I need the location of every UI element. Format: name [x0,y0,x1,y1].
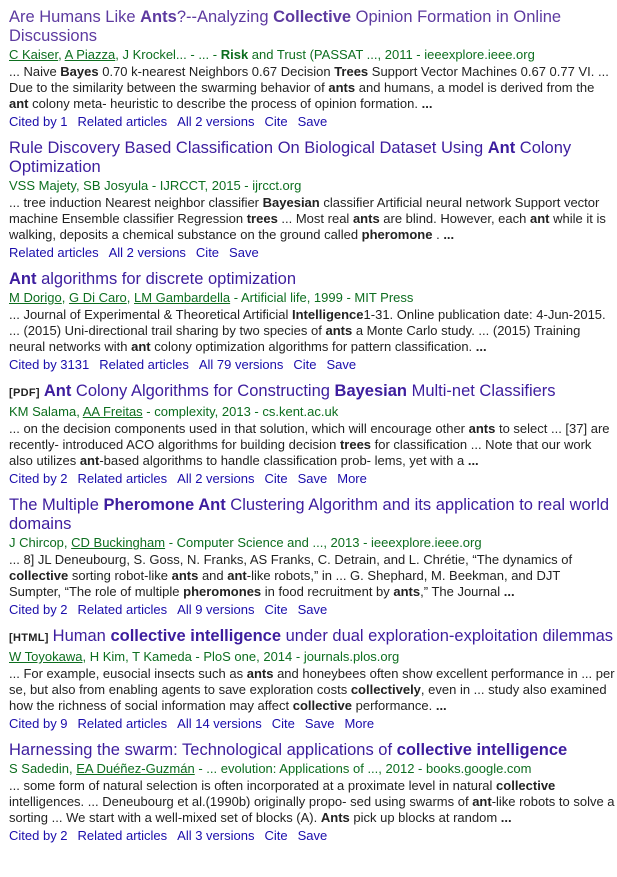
title-text: Colony Optimization [9,139,572,176]
result-authors-source [9,404,615,420]
related-articles-link[interactable]: Related articles [77,828,168,843]
title-text: Human [52,627,111,645]
result-title-link[interactable] [9,496,615,534]
search-result [9,627,615,732]
authors-text: , [58,47,65,62]
title-text: ?--Analyzing [176,8,274,26]
highlighted-keyword: ... [421,96,433,111]
highlighted-keyword: ants [468,421,496,436]
title-text: Opinion Formation in Online Discussions [9,8,562,45]
highlighted-keyword: Intelligence [292,307,364,322]
all-versions-link[interactable]: All 14 versions [177,716,262,731]
result-authors-source [9,178,615,194]
authors-text: , [126,290,135,305]
snippet-text: Support Vector Machines 0.67 0.77 VI. ... Due to the similarity between the swarming behavior of [9,64,609,95]
snippet-text: performance. [352,698,436,713]
cite-link[interactable]: Cite [293,357,317,372]
highlighted-keyword: Pheromone Ant [103,496,226,514]
snippet-text: and [198,568,228,583]
result-authors-source [9,290,615,306]
highlighted-keyword: ants [325,323,353,338]
result-action-links [9,471,615,487]
search-result [9,139,615,261]
snippet-text: classifier Artificial neural network Support vector machine Ensemble classifier Regression [9,195,600,226]
authors-text: VSS Majety, SB Josyula - IJRCCT, 2015 - ijrcct.org [9,178,302,193]
all-versions-link[interactable]: All 2 versions [177,471,255,486]
cite-link[interactable]: Cite [264,602,288,617]
highlighted-keyword: trees [339,437,372,452]
snippet-text: 0.70 k-nearest Neighbors 0.67 Decision [98,64,335,79]
related-articles-link[interactable]: Related articles [9,245,99,260]
authors-text: - Computer Science and ..., 2013 - ieeexplore.ieee.org [165,535,482,550]
cite-link[interactable]: Cite [264,114,288,129]
save-link[interactable]: Save [297,471,328,486]
snippet-text: -based algorithms to handle classification prob- lems, yet with a [99,453,468,468]
snippet-text: ... 8] JL Deneubourg, S. Goss, N. Franks, AS Franks, C. Detrain, and L. Chrétie, “The dynamics of [9,552,573,567]
result-title-link[interactable] [9,382,615,403]
snippet-text: intelligences. ... Deneubourg et al.(1990b) originally propo- sed using swarms of [9,794,473,809]
snippet-text: -like robots,” in ... G. Shephard, M. Beekman, and DJT Sumpter, “The role of multiple [9,568,561,599]
result-authors-source [9,649,615,665]
authors-text: , [61,290,69,305]
cite-link[interactable]: Cite [264,828,288,843]
highlighted-keyword: Risk [220,47,249,62]
search-result [9,382,615,487]
highlighted-keyword: collective [9,568,69,583]
snippet-text: ... Journal of Experimental & Theoretical Artificial [9,307,292,322]
highlighted-keyword: ant [9,96,29,111]
highlighted-keyword: pheromone [361,227,433,242]
snippet-text: , even in ... study also examined how the richness of social information may affect [9,682,607,713]
snippet-text: . [432,227,444,242]
highlighted-keyword: ... [435,698,447,713]
search-results-list [9,8,615,853]
highlighted-keyword: trees [246,211,278,226]
snippet-text: to select ... [37] are recently- introduced ACO algorithms for building decision [9,421,610,452]
author-link[interactable]: CD Buckingham [71,535,166,550]
search-result [9,270,615,373]
highlighted-keyword: collective [496,778,556,793]
cite-link[interactable]: Cite [195,245,220,260]
snippet-text: -like robots to solve a sorting ... We start with a well-mixed set of blocks (A). [9,794,615,825]
authors-text: - ... evolution: Applications of ..., 2012 - books.google.com [194,761,532,776]
highlighted-keyword: Bayesian [334,382,407,400]
highlighted-keyword: ants [246,666,274,681]
snippet-text: ... Most real [277,211,353,226]
authors-text: KM Salama, [9,404,83,419]
result-authors-source [9,535,615,551]
save-link[interactable]: Save [229,245,259,260]
highlighted-keyword: Ant [9,270,37,288]
result-title-link[interactable] [9,270,615,289]
file-type-tag: [HTML] [9,632,49,644]
title-text: Harnessing the swarm: Technological applications of [9,741,397,759]
title-text: algorithms for discrete optimization [36,270,297,288]
snippet-text: ... Naive [9,64,61,79]
related-articles-link[interactable]: Related articles [77,471,168,486]
save-link[interactable]: Save [304,716,335,731]
highlighted-keyword: Ants [140,8,177,26]
highlighted-keyword: collective intelligence [110,627,282,645]
result-snippet [9,421,615,469]
snippet-text: are blind. However, each [379,211,530,226]
file-type-tag: [PDF] [9,387,40,399]
highlighted-keyword: Bayesian [262,195,320,210]
cited-by-link[interactable]: Cited by 3131 [9,357,90,372]
highlighted-keyword: ants [171,568,199,583]
title-text: Colony Algorithms for Constructing [71,382,335,400]
result-snippet [9,195,615,243]
cited-by-link[interactable]: Cited by 2 [9,828,68,843]
result-action-links [9,602,615,618]
save-link[interactable]: Save [297,114,328,129]
authors-text: - Artificial life, 1999 - MIT Press [230,290,414,305]
snippet-text: colony meta- heuristic to describe the process of opinion formation. [28,96,422,111]
result-authors-source [9,47,615,63]
cited-by-link[interactable]: Cited by 1 [9,114,68,129]
snippet-text: and honeybees often show excellent performance in ... per se, but also from enabling agents to save exploration costs [9,666,615,697]
author-link[interactable]: G Di Caro [68,290,127,305]
authors-text: - complexity, 2013 - cs.kent.ac.uk [142,404,339,419]
related-articles-link[interactable]: Related articles [77,602,168,617]
search-result [9,496,615,618]
author-link[interactable]: C Kaiser [9,47,59,62]
result-title-link[interactable] [9,139,615,177]
snippet-text: ... tree induction Nearest neighbor classifier [9,195,263,210]
title-text: Are Humans Like [9,8,141,26]
highlighted-keyword: Ant [43,382,72,400]
result-action-links [9,114,615,130]
snippet-text: a Monte Carlo study. ... (2015) Training neural networks with [9,323,581,354]
highlighted-keyword: ant [131,339,151,354]
authors-text: S Sadedin, [9,761,77,776]
result-authors-source [9,761,615,777]
cite-link[interactable]: Cite [264,471,288,486]
snippet-text: pick up blocks at random [349,810,501,825]
all-versions-link[interactable]: All 79 versions [198,357,284,372]
title-text: Clustering Algorithm and its application to real world domains [9,496,610,533]
authors-text: J Chircop, [9,535,72,550]
highlighted-keyword: ants [393,584,421,599]
highlighted-keyword: collective intelligence [396,741,568,759]
author-link[interactable]: W Toyokawa [9,649,83,664]
highlighted-keyword: Ant [487,139,516,157]
title-text: Rule Discovery Based Classification On Biological Dataset Using [9,139,488,157]
snippet-text: ... on the decision components used in that solution, which will encourage other [9,421,469,436]
author-link[interactable]: EA Duéñez-Guzmán [76,761,195,776]
author-link[interactable]: LM Gambardella [134,290,231,305]
highlighted-keyword: ... [503,584,515,599]
result-action-links [9,357,615,373]
highlighted-keyword: collective [292,698,352,713]
all-versions-link[interactable]: All 2 versions [177,114,255,129]
save-link[interactable]: Save [297,602,328,617]
title-text: The Multiple [9,496,104,514]
related-articles-link[interactable]: Related articles [77,114,168,129]
result-action-links [9,716,615,732]
result-action-links [9,828,615,844]
cited-by-link[interactable]: Cited by 2 [9,602,68,617]
result-title-link[interactable] [9,741,615,760]
search-result [9,741,615,844]
more-link[interactable]: More [344,716,375,731]
highlighted-keyword: ants [328,80,356,95]
snippet-text: ... For example, eusocial insects such as [9,666,247,681]
title-text: Multi-net Classifiers [407,382,556,400]
snippet-text: while it is walking, deposits a chemical substance on the ground called [9,211,606,242]
result-snippet [9,307,615,355]
result-title-link[interactable] [9,8,615,46]
authors-text: and Trust (PASSAT ..., 2011 - ieeexplore.ieee.org [248,47,535,62]
all-versions-link[interactable]: All 3 versions [177,828,255,843]
highlighted-keyword: Trees [334,64,369,79]
snippet-text: sorting robot-like [68,568,172,583]
result-action-links [9,245,615,261]
highlighted-keyword: ... [467,453,479,468]
cited-by-link[interactable]: Cited by 2 [9,471,68,486]
related-articles-link[interactable]: Related articles [99,357,189,372]
highlighted-keyword: Ants [320,810,350,825]
result-snippet [9,552,615,600]
cite-link[interactable]: Cite [271,716,295,731]
result-snippet [9,666,615,714]
snippet-text: in food recruitment by [261,584,394,599]
highlighted-keyword: ... [475,339,487,354]
snippet-text: colony optimization algorithms for pattern classification. [150,339,476,354]
snippet-text: for classification ... Note that our work also utilizes [9,437,592,468]
snippet-text: ... some form of natural selection is often incorporated at a proximate level in natural [9,778,497,793]
title-text: under dual exploration-exploitation dilemmas [281,627,614,645]
author-link[interactable]: M Dorigo [9,290,62,305]
cited-by-link[interactable]: Cited by 9 [9,716,68,731]
highlighted-keyword: ants [352,211,380,226]
snippet-text: and humans, a model is derived from the [355,80,595,95]
more-link[interactable]: More [337,471,367,486]
result-title-link[interactable] [9,627,615,648]
save-link[interactable]: Save [326,357,357,372]
highlighted-keyword: Collective [273,8,352,26]
authors-text: , H Kim, T Kameda - PloS one, 2014 - journals.plos.org [82,649,400,664]
highlighted-keyword: pheromones [183,584,262,599]
highlighted-keyword: ant [529,211,550,226]
author-link[interactable]: AA Freitas [82,404,143,419]
author-link[interactable]: A Piazza [64,47,116,62]
highlighted-keyword: ant [227,568,247,583]
result-snippet [9,64,615,112]
all-versions-link[interactable]: All 2 versions [108,245,186,260]
related-articles-link[interactable]: Related articles [77,716,168,731]
highlighted-keyword: Bayes [60,64,99,79]
save-link[interactable]: Save [297,828,328,843]
highlighted-keyword: collectively [350,682,421,697]
highlighted-keyword: ... [443,227,455,242]
highlighted-keyword: ant [472,794,492,809]
highlighted-keyword: ant [79,453,100,468]
highlighted-keyword: ... [500,810,512,825]
snippet-text: ,” The Journal [420,584,504,599]
all-versions-link[interactable]: All 9 versions [177,602,255,617]
snippet-text: 1-31. Online publication date: 4-Jun-2015. ... (2015) Uni-directional trail sharing by two species of [9,307,606,338]
authors-text: , J Krockel... - ... - [115,47,221,62]
result-snippet [9,778,615,826]
search-result [9,8,615,130]
